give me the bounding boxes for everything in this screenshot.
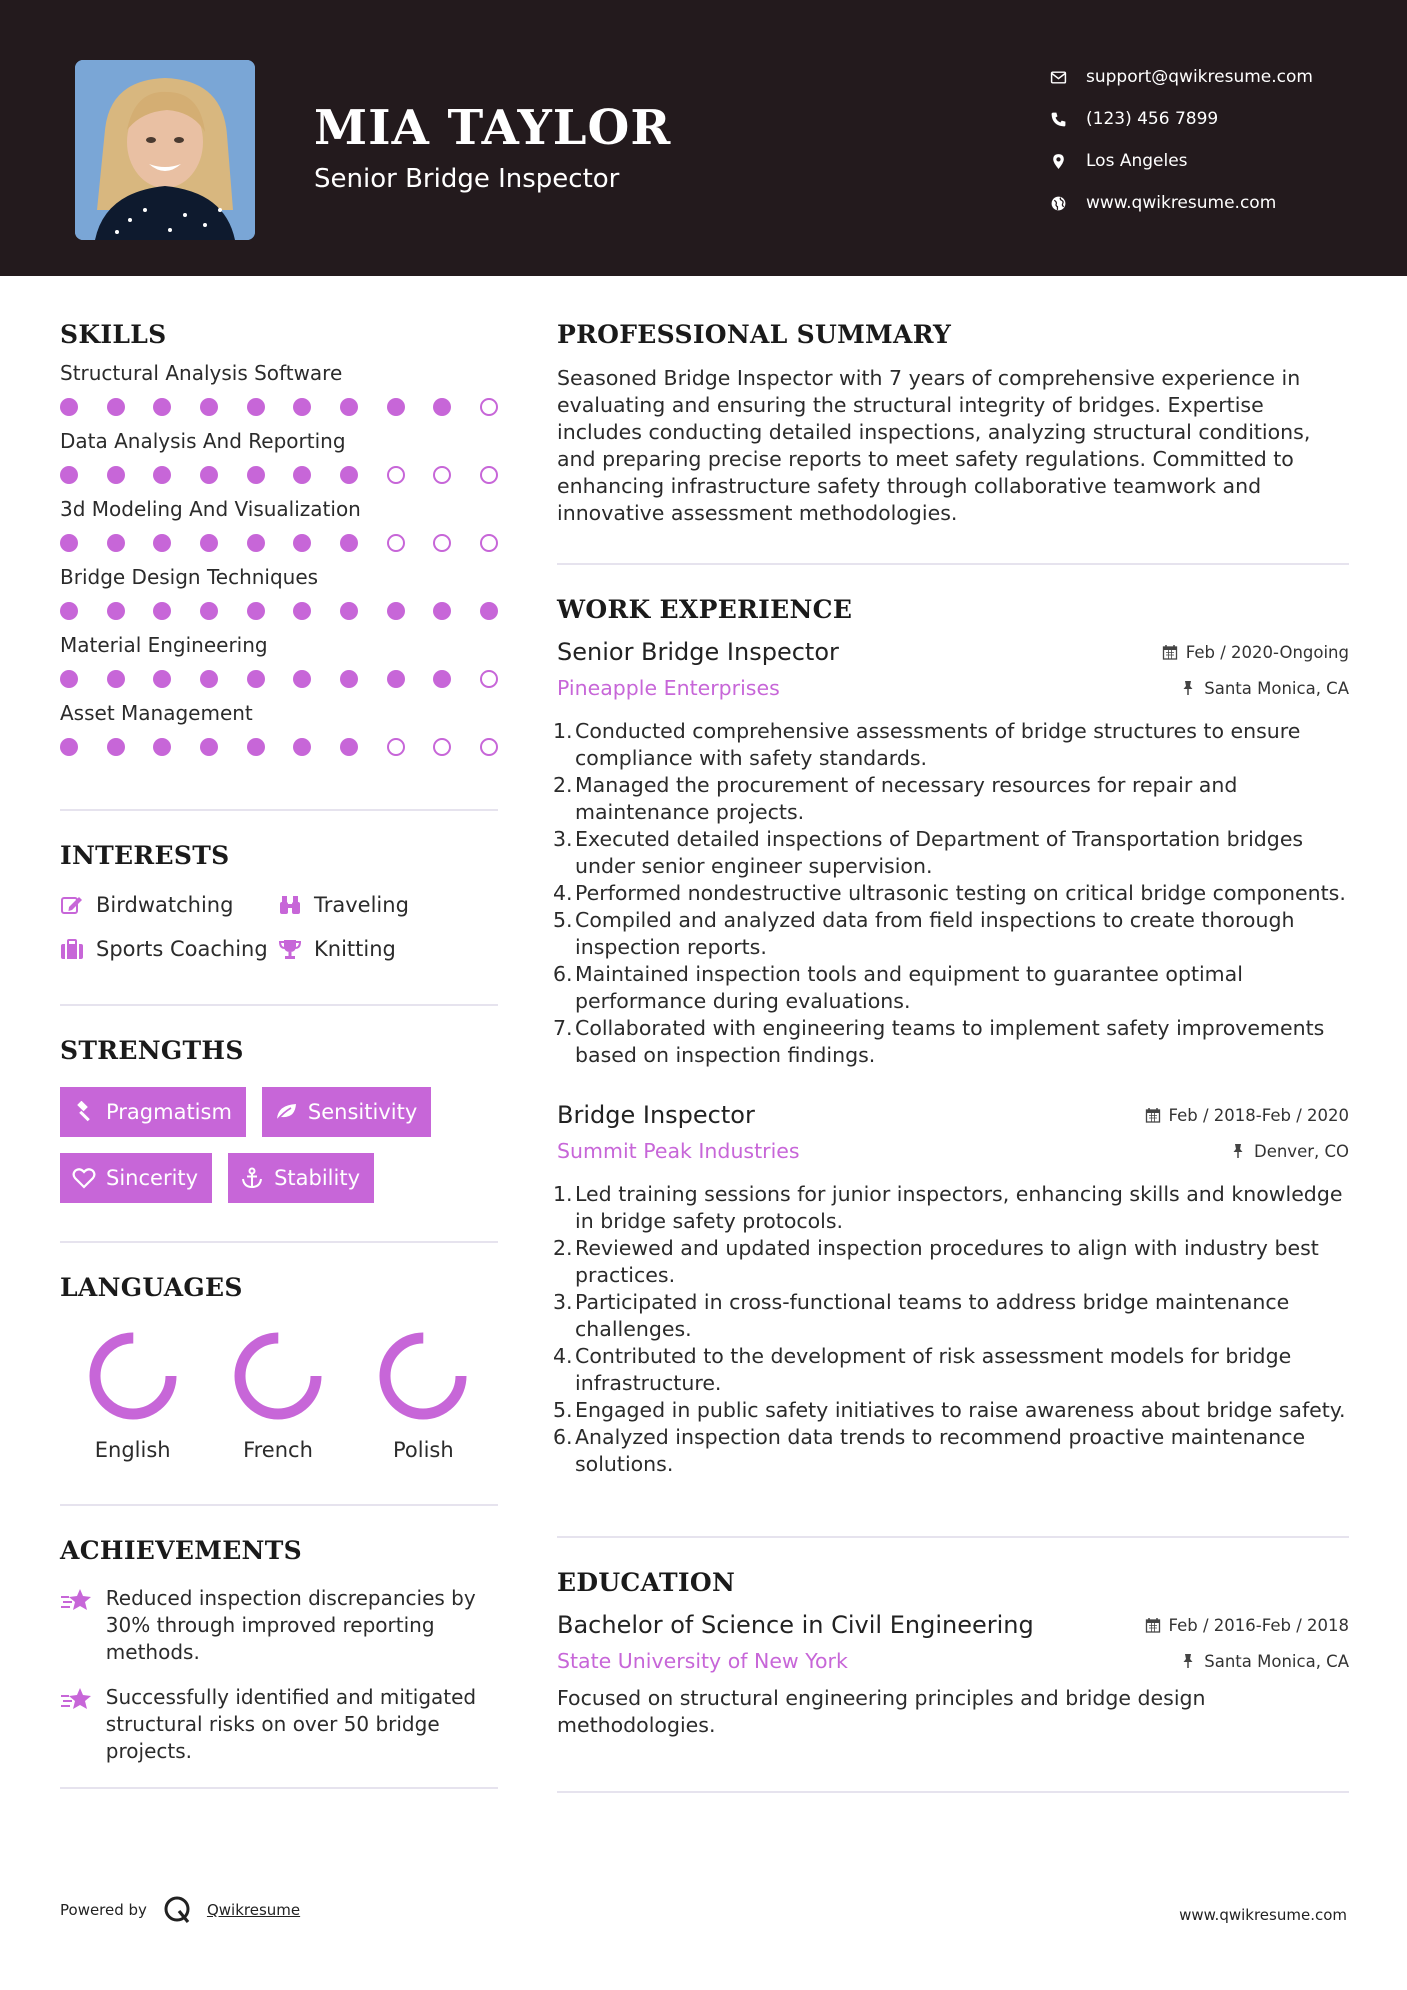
rating-dot-filled [60,534,78,552]
rating-dot-filled [387,398,405,416]
language-item [60,1328,205,1462]
rating-dot-filled [293,534,311,552]
job-bullet [553,880,1349,907]
rating-dot-filled [153,670,171,688]
job-bullet [553,1181,1349,1235]
bullet-text: Collaborated with engineering teams to implement safety improvements based on inspection findings. [575,1016,1325,1067]
company-name: Summit Peak Industries [557,1139,800,1163]
languages-section [60,1273,496,1462]
skill-name: 3d Modeling And Visualization [60,497,361,521]
degree-title: Bachelor of Science in Civil Engineering [557,1611,1034,1639]
education-section [557,1568,1349,1739]
bullet-text: Analyzed inspection data trends to recommend proactive maintenance solutions. [575,1425,1306,1476]
job-location-text: Santa Monica, CA [1204,678,1349,698]
skill-name: Asset Management [60,701,253,725]
section-divider [60,1004,498,1006]
job-bullet [553,826,1349,880]
rating-dot-filled [107,534,125,552]
rating-dot-filled [153,534,171,552]
strength-tag [60,1153,212,1203]
strength-label: Sensitivity [307,1100,418,1124]
gavel-icon [72,1101,106,1123]
rating-dot-filled [107,602,125,620]
skill-item [60,429,496,485]
bullet-text: Performed nondestructive ultrasonic testing on critical bridge components. [575,881,1346,905]
education-description: Focused on structural engineering principles and bridge design methodologies. [557,1686,1206,1737]
achievement-text: Successfully identified and mitigated structural risks on over 50 bridge projects. [105,1685,477,1763]
education-heading: EDUCATION [557,1568,736,1597]
achievements-list [60,1585,496,1765]
language-name: Polish [392,1438,454,1462]
bullet-text: Managed the procurement of necessary resources for repair and maintenance projects. [575,773,1238,824]
interests-heading: INTERESTS [60,841,230,870]
summary-text: Seasoned Bridge Inspector with 7 years of comprehensive experience in evaluating and ensuring the structural integrity of bridges. Expertise includes conducting detailed inspections, analyzing structural conditions, and preparing precise reports to meet safety regulations. Committed to enhancing infrastructure safety through collaborative teamwork and innovative assessment methodologies. [557,366,1311,525]
contact-phone[interactable] [1050,98,1380,140]
rating-dot-filled [247,670,265,688]
bullet-number: 4. [553,881,573,905]
profile-photo-image [75,60,255,240]
contact-list [1050,56,1380,224]
company-name: Pineapple Enterprises [557,676,780,700]
rating-dot-empty [480,466,498,484]
job-title: Senior Bridge Inspector [557,638,839,666]
rating-dot-filled [433,398,451,416]
rating-dot-filled [247,534,265,552]
section-divider [60,1504,498,1506]
interest-label: Knitting [314,937,396,961]
job-bullet [553,1343,1349,1397]
contact-location [1050,140,1380,182]
bullet-number: 3. [553,827,573,851]
interest-item [278,936,498,962]
interests-section [60,841,496,962]
education-subheader [557,1649,1349,1673]
rating-dot-filled [60,466,78,484]
skills-list [60,361,496,757]
skill-rating [60,397,498,417]
interest-item [60,892,278,918]
school-name: State University of New York [557,1649,848,1673]
contact-website[interactable] [1050,182,1380,224]
section-divider [557,1791,1349,1793]
job-entry [553,1101,1349,1478]
bullet-text: Contributed to the development of risk assessment models for bridge infrastructure. [575,1344,1292,1395]
interests-list [60,892,496,962]
rating-dot-filled [60,738,78,756]
strengths-heading: STRENGTHS [60,1036,244,1065]
language-level-ring [375,1328,471,1424]
contact-location-text: Los Angeles [1086,151,1188,171]
leaf-icon [274,1101,308,1123]
bullet-number: 1. [553,719,573,743]
rating-dot-empty [387,534,405,552]
job-bullet [553,907,1349,961]
rating-dot-filled [340,398,358,416]
bullet-number: 6. [553,962,573,986]
experience-section [553,595,1349,1478]
bullet-number: 5. [553,908,573,932]
rating-dot-filled [293,398,311,416]
contact-website-text: www.qwikresume.com [1086,193,1277,213]
trophy-icon [278,938,314,960]
achievement-text: Reduced inspection discrepancies by 30% through improved reporting methods. [105,1586,476,1664]
job-bullet [553,1424,1349,1478]
qwikresume-logo-icon [163,1895,193,1925]
rating-dot-filled [107,670,125,688]
section-divider [60,1787,498,1789]
bullet-text: Led training sessions for junior inspectors, enhancing skills and knowledge in bridge safety protocols. [575,1182,1343,1233]
resume-header [0,0,1407,276]
candidate-name: MIA TAYLOR [314,100,672,156]
interest-label: Traveling [314,893,409,917]
skill-item [60,361,496,417]
language-level-arc [95,1338,171,1414]
skill-item [60,497,496,553]
rating-dot-filled [200,534,218,552]
bullet-number: 2. [553,1236,573,1260]
calendar-icon [1145,1617,1161,1633]
job-bullet [553,961,1349,1015]
job-bullet [553,1235,1349,1289]
strength-label: Sincerity [106,1166,199,1190]
heart-icon [72,1167,106,1189]
rating-dot-filled [293,602,311,620]
strength-tag [262,1087,431,1137]
languages-list [60,1328,496,1462]
bullet-number: 4. [553,1344,573,1368]
education-date-text: Feb / 2016-Feb / 2018 [1168,1615,1349,1635]
rating-dot-filled [247,602,265,620]
rating-dot-filled [293,738,311,756]
skill-item [60,633,496,689]
section-divider [557,1536,1349,1538]
job-header [557,638,1349,666]
rating-dot-filled [340,466,358,484]
binoculars-icon [278,894,314,916]
rating-dot-filled [247,466,265,484]
interest-item [60,936,278,962]
interest-label: Sports Coaching [96,937,268,961]
candidate-title: Senior Bridge Inspector [314,164,620,194]
rating-dot-filled [433,670,451,688]
skill-item [60,701,496,757]
summary-section [557,320,1349,527]
languages-heading: LANGUAGES [60,1273,243,1302]
pencil-square-icon [60,894,96,916]
bullet-number: 5. [553,1398,573,1422]
language-level-arc [385,1338,461,1414]
skill-name: Data Analysis And Reporting [60,429,346,453]
rating-dot-filled [340,602,358,620]
rating-dot-filled [200,670,218,688]
job-subheader [557,1139,1349,1163]
anchor-icon [240,1167,274,1189]
job-location-text: Denver, CO [1253,1141,1349,1161]
achievement-item [60,1585,496,1666]
skill-rating [60,533,498,553]
bullet-text: Executed detailed inspections of Department of Transportation bridges under senior engineer supervision. [575,827,1304,878]
rating-dot-filled [200,738,218,756]
language-item [351,1328,496,1462]
pushpin-icon [1180,680,1196,696]
rating-dot-filled [107,398,125,416]
achievement-item [60,1684,496,1765]
footer-website[interactable]: www.qwikresume.com [1179,1906,1347,1924]
rating-dot-empty [387,466,405,484]
rating-dot-empty [480,534,498,552]
bullet-text: Participated in cross-functional teams to address bridge maintenance challenges. [575,1290,1290,1341]
jobs-list [553,638,1349,1478]
language-item [205,1328,350,1462]
job-bullet [553,772,1349,826]
skill-rating [60,465,498,485]
job-bullet [553,1397,1349,1424]
language-name: English [94,1438,171,1462]
contact-phone-text: (123) 456 7899 [1086,109,1219,129]
rating-dot-filled [387,670,405,688]
location-icon [1050,153,1086,170]
job-header [557,1101,1349,1129]
pushpin-icon [1230,1143,1246,1159]
bullet-text: Conducted comprehensive assessments of bridge structures to ensure compliance with safety standards. [575,719,1301,770]
interest-label: Birdwatching [96,893,234,917]
rating-dot-filled [387,602,405,620]
rating-dot-empty [480,398,498,416]
job-subheader [557,676,1349,700]
footer-powered-by [60,1895,300,1925]
experience-heading: WORK EXPERIENCE [557,595,853,624]
bullet-number: 6. [553,1425,573,1449]
bullet-text: Maintained inspection tools and equipment to guarantee optimal performance during evaluations. [575,962,1243,1013]
skill-name: Structural Analysis Software [60,361,343,385]
pushpin-icon [1180,1653,1196,1669]
language-level-arc [240,1338,316,1414]
job-title: Bridge Inspector [557,1101,755,1129]
rating-dot-filled [153,398,171,416]
section-divider [557,563,1349,565]
job-date [1162,643,1349,662]
job-bullets [553,718,1349,1069]
rating-dot-filled [293,466,311,484]
rating-dot-empty [433,534,451,552]
skills-section [60,320,496,757]
bullet-text: Compiled and analyzed data from field inspections to create thorough inspection reports. [575,908,1295,959]
education-location [1180,1652,1349,1671]
skill-rating [60,601,498,621]
language-name: French [243,1438,313,1462]
education-header [557,1611,1349,1639]
rating-dot-filled [480,602,498,620]
rating-dot-filled [200,398,218,416]
rating-dot-filled [340,670,358,688]
rating-dot-filled [340,534,358,552]
rating-dot-filled [200,602,218,620]
section-divider [60,1241,498,1243]
rating-dot-filled [153,466,171,484]
rating-dot-filled [60,602,78,620]
skill-rating [60,737,498,757]
strengths-list [60,1087,500,1203]
rating-dot-filled [107,466,125,484]
bullet-text: Reviewed and updated inspection procedures to align with industry best practices. [575,1236,1319,1287]
achievements-section [60,1536,496,1765]
job-bullet [553,1015,1349,1069]
qwikresume-link[interactable]: Qwikresume [206,1901,301,1919]
education-location-text: Santa Monica, CA [1204,1651,1349,1671]
achievements-heading: ACHIEVEMENTS [60,1536,302,1565]
calendar-icon [1162,644,1178,660]
rating-dot-filled [60,670,78,688]
rating-dot-filled [247,398,265,416]
rating-dot-filled [60,398,78,416]
envelope-icon [1050,69,1086,86]
skill-name: Material Engineering [60,633,268,657]
language-level-ring [230,1328,326,1424]
rating-dot-filled [340,738,358,756]
briefcase-icon [60,938,96,960]
contact-email-text: support@qwikresume.com [1086,67,1313,87]
strengths-section [60,1036,496,1203]
bullet-text: Engaged in public safety initiatives to raise awareness about bridge safety. [575,1398,1346,1422]
rating-dot-empty [433,466,451,484]
language-level-ring [85,1328,181,1424]
bullet-number: 7. [553,1016,573,1040]
bullet-number: 2. [553,773,573,797]
skill-item [60,565,496,621]
bullet-number: 1. [553,1182,573,1206]
bullet-number: 3. [553,1290,573,1314]
job-bullet [553,718,1349,772]
strength-tag [60,1087,246,1137]
skill-name: Bridge Design Techniques [60,565,319,589]
strength-tag [228,1153,374,1203]
job-location [1180,679,1349,698]
rating-dot-filled [153,738,171,756]
shooting-star-icon [60,1684,106,1765]
rating-dot-filled [200,466,218,484]
summary-heading: PROFESSIONAL SUMMARY [557,320,952,349]
strength-label: Pragmatism [106,1100,232,1124]
strength-label: Stability [274,1166,361,1190]
contact-email[interactable] [1050,56,1380,98]
rating-dot-filled [433,602,451,620]
rating-dot-empty [480,738,498,756]
rating-dot-filled [293,670,311,688]
profile-photo [75,60,255,240]
education-date [1145,1616,1349,1635]
calendar-icon [1145,1107,1161,1123]
rating-dot-empty [480,670,498,688]
powered-by-text: Powered by [60,1901,147,1919]
rating-dot-filled [247,738,265,756]
rating-dot-empty [433,738,451,756]
rating-dot-filled [107,738,125,756]
shooting-star-icon [60,1585,106,1666]
job-bullet [553,1289,1349,1343]
phone-icon [1050,111,1086,128]
globe-icon [1050,195,1086,212]
skills-heading: SKILLS [60,320,167,349]
left-column [60,320,496,1789]
job-date [1145,1106,1349,1125]
section-divider [60,809,498,811]
rating-dot-filled [153,602,171,620]
job-date-text: Feb / 2018-Feb / 2020 [1168,1105,1349,1125]
job-date-text: Feb / 2020-Ongoing [1185,642,1349,662]
job-location [1230,1142,1349,1161]
job-bullets [553,1181,1349,1478]
skill-rating [60,669,498,689]
job-entry [553,638,1349,1069]
interest-item [278,892,498,918]
right-column [553,320,1349,1793]
rating-dot-empty [387,738,405,756]
